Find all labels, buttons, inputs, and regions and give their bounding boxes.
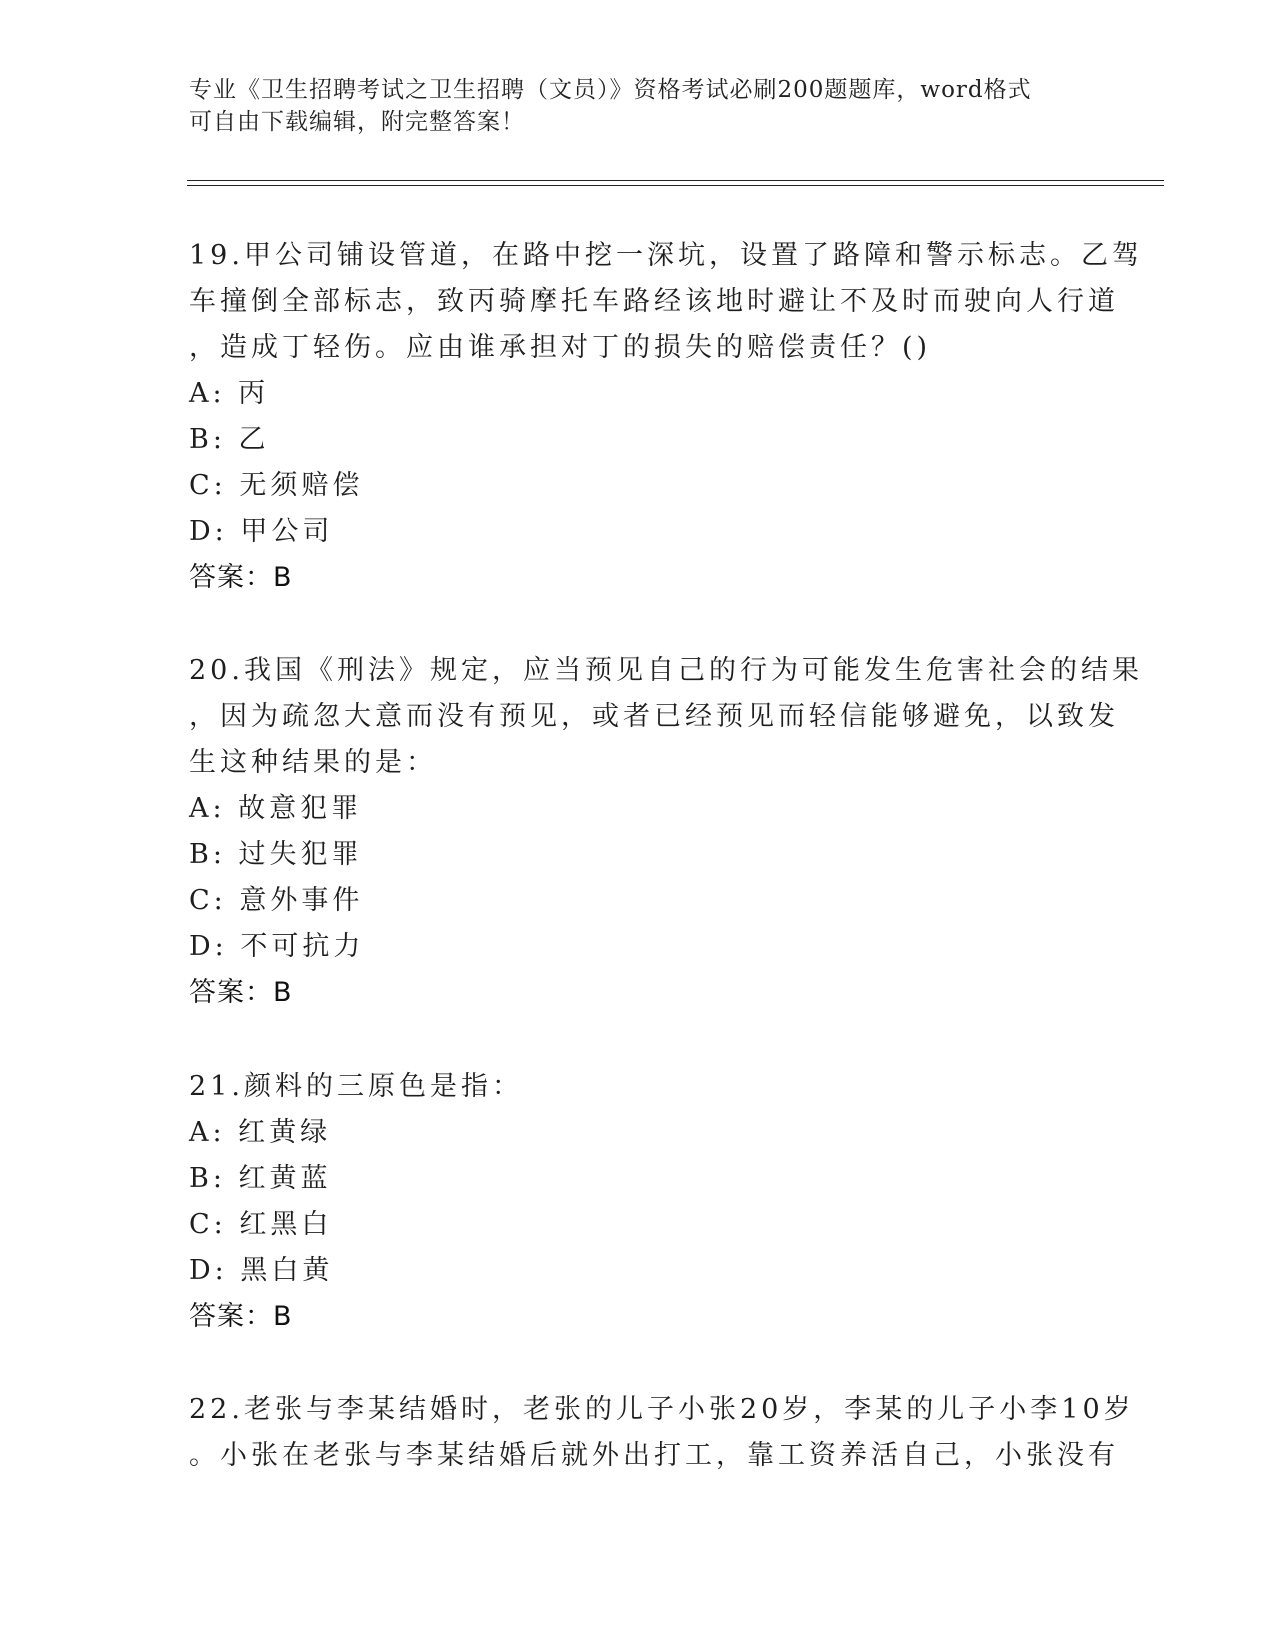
option-d: D: 不可抗力	[189, 931, 365, 962]
option-a: A: 丙	[189, 378, 270, 409]
question-text-line: ，因为疏忽大意而没有预见，或者已经预见而轻信能够避免，以致发	[189, 701, 1119, 732]
option-c: C: 无须赔偿	[189, 470, 364, 501]
option-d: D: 黑白黄	[189, 1255, 334, 1286]
question-text-line: 19.甲公司铺设管道，在路中挖一深坑，设置了路障和警示标志。乙驾	[189, 240, 1143, 271]
header-divider-top	[187, 180, 1164, 181]
question-20	[189, 648, 1143, 1016]
header-line-2: 可自由下载编辑，附完整答案！	[189, 109, 525, 135]
question-text-line: ，造成丁轻伤。应由谁承担对丁的损失的赔偿责任？()	[189, 332, 932, 363]
option-b: B: 乙	[189, 424, 270, 455]
option-b: B: 过失犯罪	[189, 839, 363, 870]
option-d: D: 甲公司	[189, 516, 334, 547]
header-divider-bottom	[187, 185, 1164, 186]
header-line-1: 专业《卫生招聘考试之卫生招聘（文员）》资格考试必刷200题题库，word格式	[189, 77, 1032, 103]
option-b: B: 红黄蓝	[189, 1163, 332, 1194]
question-text-line: 。小张在老张与李某结婚后就外出打工，靠工资养活自己，小张没有	[189, 1440, 1119, 1471]
question-text-line: 生这种结果的是：	[189, 747, 437, 778]
question-21	[189, 1064, 1089, 1340]
question-text-line: 21.颜料的三原色是指：	[189, 1071, 523, 1102]
answer-line: 答案：B	[189, 1301, 293, 1332]
option-a: A: 红黄绿	[189, 1117, 332, 1148]
option-a: A: 故意犯罪	[189, 793, 363, 824]
answer-line: 答案：B	[189, 562, 293, 593]
question-22	[189, 1387, 1135, 1479]
question-text-line: 车撞倒全部标志，致丙骑摩托车路经该地时避让不及时而驶向人行道	[189, 286, 1119, 317]
answer-line: 答案：B	[189, 977, 293, 1008]
option-c: C: 意外事件	[189, 885, 364, 916]
question-text-line: 22.老张与李某结婚时，老张的儿子小张20岁，李某的儿子小李10岁	[189, 1394, 1135, 1425]
question-text-line: 20.我国《刑法》规定，应当预见自己的行为可能发生危害社会的结果	[189, 655, 1143, 686]
option-c: C: 红黑白	[189, 1209, 333, 1240]
document-header	[189, 74, 1089, 138]
question-19	[189, 233, 1143, 601]
